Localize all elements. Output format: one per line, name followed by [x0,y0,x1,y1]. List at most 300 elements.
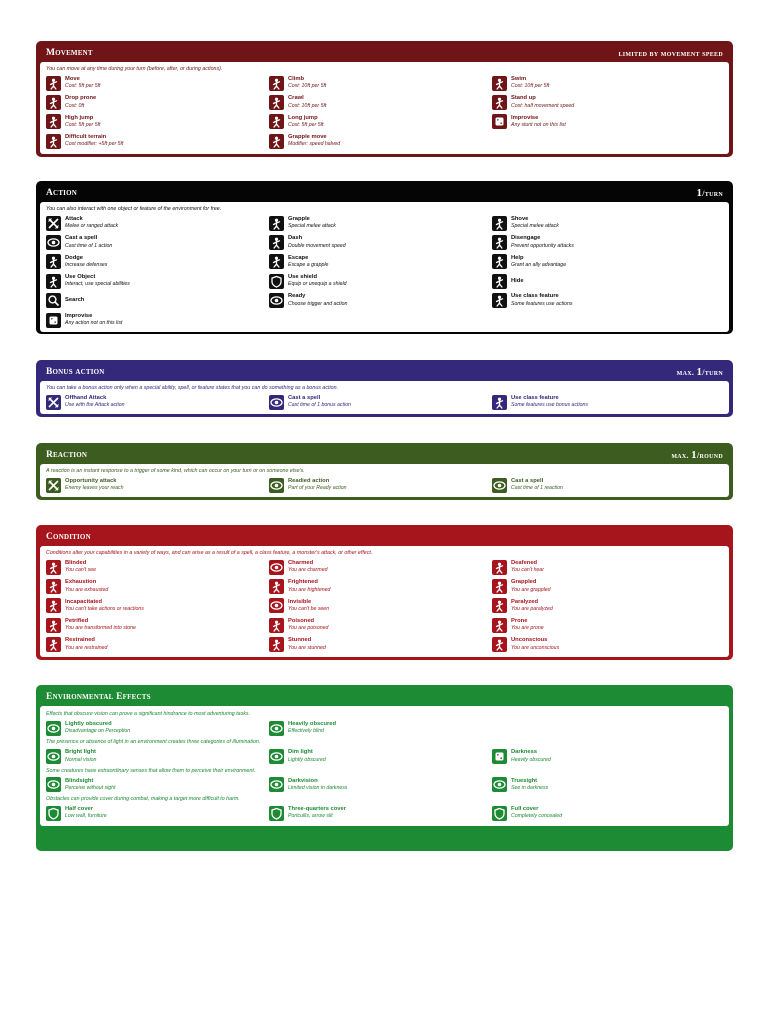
hide-icon [492,274,507,289]
item-text [288,637,326,652]
list-item [492,74,715,92]
frightened-icon [269,579,284,594]
item-label: Cast a spell [511,477,544,484]
section-header [40,528,729,546]
shield-icon [269,274,284,289]
list-item [46,233,269,251]
blinded-icon [46,560,61,575]
list-item [269,558,492,576]
stunned-icon [269,637,284,652]
help-icon [492,254,507,269]
item-text [65,95,96,110]
list-item [46,719,269,737]
list-item [46,804,269,822]
list-item [46,476,269,494]
item-label: Offhand Attack [65,394,107,401]
item-label: Cast a spell [288,394,321,401]
limit-text: /turn [702,189,723,198]
item-text [511,749,551,764]
item-description: You are restrained [65,644,108,651]
class-feature-icon [492,395,507,410]
item-text [288,395,351,410]
section-title: Movement [46,48,93,58]
item-label: Hide [511,277,524,284]
item-label: Disengage [511,235,541,242]
item-text [288,778,347,793]
item-description: Cost: 10ft per 5ft [288,83,327,90]
item-text [65,579,108,594]
charmed-icon [269,560,284,575]
item-text [288,478,347,493]
item-label: Readied action [288,477,330,484]
item-label: Dim light [288,749,313,756]
list-item [492,776,715,794]
item-text [288,579,330,594]
section-title: Condition [46,532,91,542]
item-description: Perceive without sight [65,784,116,791]
item-label: Darkness [511,749,538,756]
list-item [492,253,715,271]
list-item [46,214,269,232]
item-text [288,560,328,575]
list-item [492,804,715,822]
list-item [269,113,492,131]
list-item [269,93,492,111]
disengage-icon [492,235,507,250]
item-text [511,95,574,110]
list-item [46,776,269,794]
spell-icon [46,235,61,250]
item-label: Full cover [511,805,539,812]
item-description: Interact, use special abilities [65,281,130,288]
grappled-icon [492,579,507,594]
section-title: Bonus action [46,367,105,377]
item-label: Cast a spell [65,235,98,242]
item-text [65,478,124,493]
item-text [65,255,107,270]
item-description: Use with the Attack action [65,402,125,409]
item-grid [46,747,723,765]
item-label: Use shield [288,273,317,280]
item-text [288,76,326,91]
item-text [511,618,544,633]
use-object-icon [46,274,61,289]
item-description: Effectively blind [288,728,325,735]
item-text [511,115,566,130]
item-label: High jump [65,114,94,121]
section-environmental-effects [36,685,733,851]
item-label: Petrified [65,617,89,624]
petrified-icon [46,618,61,633]
unconscious-icon [492,637,507,652]
item-label: Lightly obscured [65,720,112,727]
section-title: Reaction [46,450,88,460]
list-item [492,636,715,654]
item-description: Escape a grapple [288,261,329,268]
section-note: You can also interact with one object or feature of the environment for free. [46,206,222,212]
list-item [269,719,492,737]
item-label: Drop prone [65,95,97,102]
item-text [288,216,336,231]
item-label: Difficult terrain [65,133,107,140]
item-text [511,579,551,594]
list-item [46,113,269,131]
grapple-move-icon [269,134,284,149]
item-text [511,216,559,231]
list-item [269,636,492,654]
item-description: Part of your Ready action [288,485,347,492]
item-label: Grappled [511,579,537,586]
item-label: Prone [511,617,528,624]
item-label: Heavily obscured [288,720,337,727]
item-text [511,235,574,250]
section-header [40,44,729,62]
item-text [511,76,549,91]
section-header [40,688,729,706]
item-label: Three-quarters cover [288,805,346,812]
item-description: Cast time of 1 bonus action [288,402,351,409]
section-body [40,464,729,497]
item-description: Portcullis, arrow slit [288,813,333,820]
section-bonus-action [36,360,733,417]
limit-prefix: max. [676,368,695,377]
item-description: Any stunt not on this list [511,121,566,128]
list-item [269,616,492,634]
list-item [46,597,269,615]
item-text [511,560,544,575]
item-description: You are transformed into stone [65,625,136,632]
item-description: You are charmed [288,567,328,574]
list-item [492,558,715,576]
section-title: Environmental Effects [46,692,151,702]
item-description: Double movement speed [288,242,346,249]
item-description: You are grappled [511,586,551,593]
walking-man-icon [46,76,61,91]
item-grid [46,719,723,737]
list-item [492,272,715,290]
item-text [65,618,136,633]
item-label: Search [65,297,85,304]
list-item [492,597,715,615]
long-jump-icon [269,114,284,129]
section-limit [618,49,723,58]
section-header [40,184,729,202]
list-item [269,74,492,92]
list-item [269,132,492,150]
item-label: Climb [288,75,305,82]
item-description: Special melee attack [511,223,559,230]
item-description: You are unconscious [511,644,560,651]
darkness-icon [492,749,507,764]
item-description: Heavily obscured [511,756,551,763]
item-label: Escape [288,254,309,261]
item-text [65,76,100,91]
truesight-icon [492,777,507,792]
list-item [269,253,492,271]
item-text [288,95,326,110]
item-label: Swim [511,75,527,82]
swim-icon [492,76,507,91]
poisoned-icon [269,618,284,633]
blindsight-icon [46,777,61,792]
ready-icon [269,478,284,493]
item-label: Use class feature [511,394,559,401]
item-label: Opportunity attack [65,477,117,484]
item-description: Special melee attack [288,223,336,230]
high-jump-icon [46,114,61,129]
section-body [40,546,729,657]
section-note: Obstacles can provide cover during combat, making a target more difficult to harm. [46,796,240,803]
item-text [288,749,326,764]
item-grid [46,776,723,794]
section-note: The presence or absence of light in an environment creates three categories of illumination. [46,739,261,746]
item-text [65,274,130,289]
item-text [65,395,125,410]
section-body [40,202,729,332]
improvise-icon [492,114,507,129]
section-limit [677,366,723,378]
item-description: Grant an ally advantage [511,261,567,268]
item-text [288,115,323,130]
section-movement [36,41,733,157]
list-item [269,393,492,411]
item-text [65,806,107,821]
item-text [511,806,562,821]
list-item [46,93,269,111]
class-feature-icon [492,293,507,308]
item-text [288,618,328,633]
heavily-obscured-icon [269,721,284,736]
list-item [46,74,269,92]
item-label: Blinded [65,559,87,566]
stand-up-icon [492,95,507,110]
item-text [65,637,107,652]
item-label: Invisible [288,598,312,605]
item-label: Truesight [511,777,538,784]
list-item [46,558,269,576]
list-item [46,253,269,271]
list-item [492,292,715,310]
item-grid [46,393,723,411]
item-description: Any action not on this list [65,320,123,327]
item-label: Use Object [65,273,96,280]
prone-icon [492,618,507,633]
item-label: Stand up [511,95,536,102]
item-description: Cost: 10ft per 5ft [511,83,550,90]
item-description: Cost: 5ft per 5ft [65,83,101,90]
item-description: Cost: 0ft [65,102,85,109]
half-cover-icon [46,806,61,821]
climb-icon [269,76,284,91]
item-description: Lightly obscured [288,756,326,763]
section-note: You can move at any time during your turn (before, after, or during actions). [46,66,223,72]
item-description: Disadvantage on Perception [65,728,131,735]
section-header [40,446,729,464]
item-grid [46,476,723,494]
item-label: Help [511,254,524,261]
item-text [65,599,144,614]
list-item [492,214,715,232]
limit-number: 1 [696,366,703,378]
section-condition [36,525,733,660]
item-description: You can't be seen [288,605,330,612]
item-description: Limited vision in darkness [288,784,348,791]
item-label: Dash [288,235,303,242]
item-text [288,235,346,250]
item-description: Melee or ranged attack [65,223,119,230]
item-label: Improvise [511,114,539,121]
dim-light-icon [269,749,284,764]
restrained-icon [46,637,61,652]
item-label: Grapple [288,215,310,222]
limit-prefix: max. [671,451,689,460]
item-text [288,274,347,289]
invisible-icon [269,598,284,613]
list-item [492,616,715,634]
item-text [288,806,346,821]
list-item [46,393,269,411]
item-label: Poisoned [288,617,315,624]
list-item [269,597,492,615]
grapple-icon [269,216,284,231]
item-text [511,395,588,410]
crossed-swords-icon [46,395,61,410]
item-description: Completely concealed [511,813,563,820]
item-text [511,778,548,793]
item-label: Restrained [65,637,95,644]
item-label: Deafened [511,559,538,566]
item-description: You are frightened [288,586,331,593]
item-label: Dodge [65,254,84,261]
item-grid [46,804,723,822]
item-description: You are exhausted [65,586,109,593]
list-item [46,311,269,329]
item-description: You are prone [511,625,544,632]
difficult-terrain-icon [46,134,61,149]
item-description: Prevent opportunity attacks [511,242,574,249]
item-label: Exhaustion [65,579,97,586]
item-text [511,478,563,493]
item-label: Ready [288,293,306,300]
limit-text: /turn [702,368,723,377]
list-item [269,476,492,494]
item-description: Cost: 5ft per 5ft [65,121,101,128]
item-text [288,293,347,308]
list-item [269,804,492,822]
item-text [65,721,130,736]
item-label: Move [65,75,80,82]
list-item [46,272,269,290]
list-item [492,747,715,765]
section-note: Conditions alter your capabilities in a variety of ways, and can arise as a result of a spell, a class feature, a monster's attack, or other effect. [46,550,373,556]
list-item [46,616,269,634]
bright-light-icon [46,749,61,764]
item-description: You can't take actions or reactions [65,605,144,612]
item-label: Stunned [288,637,312,644]
section-note: A reaction is an instant response to a trigger of some kind, which can occur on your turn or on someone else's. [46,468,305,474]
spell-icon [269,395,284,410]
list-item [269,272,492,290]
item-description: Cost: 10ft per 5ft [288,102,327,109]
section-limit [696,187,723,199]
list-item [492,393,715,411]
dodge-icon [46,254,61,269]
list-item [492,233,715,251]
section-limit [671,449,723,461]
deafened-icon [492,560,507,575]
incapacitated-icon [46,598,61,613]
item-text [65,749,96,764]
list-item [492,113,715,131]
item-label: Use class feature [511,293,559,300]
item-label: Darkvision [288,777,318,784]
crossed-swords-icon [46,478,61,493]
item-description: You can't hear [511,567,545,574]
full-cover-icon [492,806,507,821]
improvise-icon [46,313,61,328]
item-text [288,721,336,736]
crossed-swords-icon [46,216,61,231]
item-description: Some features use bonus actions [511,402,588,409]
item-description: Low wall, furniture [65,813,107,820]
item-label: Attack [65,215,83,222]
item-text [288,599,329,614]
item-description: Enemy leaves your reach [65,485,124,492]
item-text [65,297,84,304]
item-description: Cost: half movement speed [511,102,575,109]
item-text [288,134,340,149]
item-label: Blindsight [65,777,94,784]
item-text [511,255,566,270]
paralyzed-icon [492,598,507,613]
item-label: Shove [511,215,529,222]
item-label: Grapple move [288,133,327,140]
item-text [65,115,100,130]
list-item [269,214,492,232]
list-item [269,747,492,765]
three-quarters-cover-icon [269,806,284,821]
list-item [492,476,715,494]
item-text [511,278,524,285]
item-text [65,134,123,149]
item-text [511,293,572,308]
item-label: Unconscious [511,637,548,644]
item-description: See in darkness [511,784,549,791]
item-label: Paralyzed [511,598,539,605]
limit-number: 1 [691,449,697,461]
section-header [40,363,729,381]
list-item [46,577,269,595]
limit-number: 1 [696,187,703,199]
item-description: Choose trigger and action [288,300,348,307]
item-label: Bright light [65,749,96,756]
item-label: Crawl [288,95,304,102]
section-body [40,62,729,154]
item-text [65,313,122,328]
item-label: Half cover [65,805,94,812]
darkvision-icon [269,777,284,792]
item-description: You are poisoned [288,625,329,632]
item-description: Cast time of 1 reaction [511,485,563,492]
shove-icon [492,216,507,231]
spell-icon [492,478,507,493]
list-item [46,292,269,310]
list-item [269,577,492,595]
list-item [46,636,269,654]
item-description: Increase defenses [65,261,108,268]
ready-icon [269,293,284,308]
section-action [36,181,733,334]
